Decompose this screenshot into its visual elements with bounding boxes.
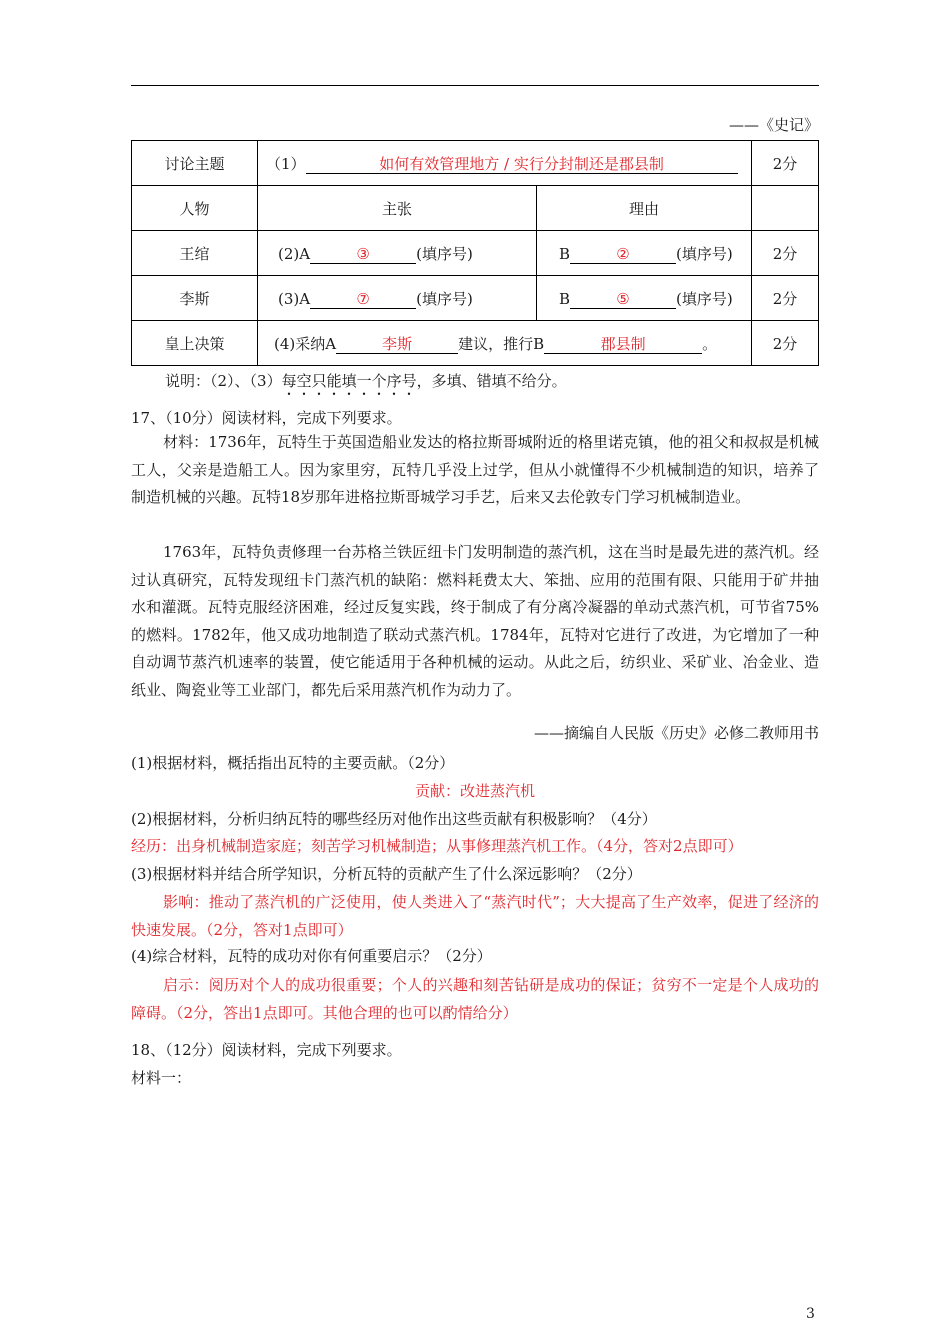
q17-question-3: (3)根据材料并结合所学知识，分析瓦特的贡献产生了什么深远影响？（2分）	[131, 865, 642, 883]
page-number: 3	[806, 1306, 815, 1322]
q17-question-1: (1)根据材料，概括指出瓦特的主要贡献。（2分）	[131, 754, 455, 772]
q17-answer-1: 贡献：改进蒸汽机	[414, 782, 535, 800]
claim-prefix: (3)A	[278, 289, 311, 308]
claim-cell	[258, 231, 537, 276]
claim-answer: ⑦	[310, 290, 416, 309]
decision-end: 。	[702, 334, 718, 353]
reason-cell	[537, 231, 752, 276]
q18-material-1: 材料一：	[131, 1069, 192, 1087]
decision-cell	[258, 321, 752, 366]
q18-title: 18、（12分）阅读材料，完成下列要求。	[131, 1041, 402, 1059]
fill-hint: (填序号)	[416, 244, 473, 263]
q17-question-2: (2)根据材料，分析归纳瓦特的哪些经历对他作出这些贡献有积极影响？（4分）	[131, 810, 657, 828]
row-label: 讨论主题	[132, 141, 258, 186]
topic-prefix: （1）	[266, 154, 306, 173]
q17-title: 17、（10分）阅读材料，完成下列要求。	[131, 409, 402, 427]
q17-answer-3: 影响：推动了蒸汽机的广泛使用，使人类进入了“蒸汽时代”；大大提高了生产效率，促进了经济的快速发展。（2分，答对1点即可）	[131, 893, 819, 939]
table-note	[165, 370, 567, 399]
reason-prefix: B	[559, 289, 571, 308]
discussion-table	[131, 140, 819, 366]
row-label: 皇上决策	[132, 321, 258, 366]
row-label: 李斯	[132, 276, 258, 321]
note-tail: ，多填、错填不给分。	[416, 372, 567, 390]
q17-source: ——摘编自人民版《历史》必修二教师用书	[533, 724, 819, 742]
table-row-topic	[132, 141, 819, 186]
reason-answer: ⑤	[570, 290, 676, 309]
decision-answer-a: 李斯	[336, 335, 458, 354]
q17-question-4: (4)综合材料，瓦特的成功对你有何重要启示？（2分）	[131, 947, 492, 965]
claim-answer: ③	[310, 245, 416, 264]
claim-prefix: (2)A	[278, 244, 311, 263]
note-lead: 说明：（2）、（3）	[165, 372, 282, 390]
header-claim: 主张	[258, 186, 537, 231]
table-row-decision	[132, 321, 819, 366]
table-row-li	[132, 276, 819, 321]
header-reason: 理由	[537, 186, 752, 231]
topic-answer: 如何有效管理地方 / 实行分封制还是郡县制	[306, 155, 738, 174]
header-person: 人物	[132, 186, 258, 231]
source-citation-shiji: ——《史记》	[728, 116, 819, 134]
header-score	[752, 186, 819, 231]
score-cell: 2分	[752, 321, 819, 366]
fill-hint: (填序号)	[676, 244, 733, 263]
reason-answer: ②	[570, 245, 676, 264]
decision-prefix: (4)采纳A	[274, 334, 337, 353]
fill-hint: (填序号)	[416, 289, 473, 308]
note-emphasis: 每空只能填一个序号	[281, 372, 417, 390]
decision-answer-b: 郡县制	[544, 335, 702, 354]
table-row-header	[132, 186, 819, 231]
reason-cell	[537, 276, 752, 321]
q17-material-p1: 材料：1736年，瓦特生于英国造船业发达的格拉斯哥城附近的格里诺克镇，他的祖父和叔叔是机械工人，父亲是造船工人。因为家里穷，瓦特几乎没上过学，但从小就懂得不少机械制造的知识，培养了制造机械的兴趣。瓦特18岁那年进格拉斯哥城学习手艺，后来又去伦敦专门学习机械制造业。	[131, 433, 819, 506]
row-label: 王绾	[132, 231, 258, 276]
claim-cell	[258, 276, 537, 321]
q17-material-p2: 1763年，瓦特负责修理一台苏格兰铁匠纽卡门发明制造的蒸汽机，这在当时是最先进的蒸汽机。经过认真研究，瓦特发现纽卡门蒸汽机的缺陷：燃料耗费太大、笨拙、应用的范围有限、只能用于矿井抽水和灌溉。瓦特克服经济困难，经过反复实践，终于制成了有分离冷凝器的单动式蒸汽机，可节省75%的燃料。1782年，他又成功地制造了联动式蒸汽机。1784年，瓦特对它进行了改进，为它增加了一种自动调节蒸汽机速率的装置，使它能适用于各种机械的运动。从此之后，纺织业、采矿业、冶金业、造纸业、陶瓷业等工业部门，都先后采用蒸汽机作为动力了。	[131, 543, 819, 699]
score-cell: 2分	[752, 231, 819, 276]
reason-prefix: B	[559, 244, 571, 263]
score-cell: 2分	[752, 141, 819, 186]
q17-answer-4: 启示：阅历对个人的成功很重要；个人的兴趣和刻苦钻研是成功的保证；贫穷不一定是个人成功的障碍。（2分，答出1点即可。其他合理的也可以酌情给分）	[131, 976, 819, 1022]
q17-answer-2: 经历：出身机械制造家庭；刻苦学习机械制造；从事修理蒸汽机工作。（4分，答对2点即可）	[131, 837, 743, 855]
table-row-wang	[132, 231, 819, 276]
fill-hint: (填序号)	[676, 289, 733, 308]
decision-mid: 建议，推行B	[458, 334, 545, 353]
topic-cell	[258, 141, 752, 186]
header-rule	[131, 85, 819, 86]
score-cell: 2分	[752, 276, 819, 321]
